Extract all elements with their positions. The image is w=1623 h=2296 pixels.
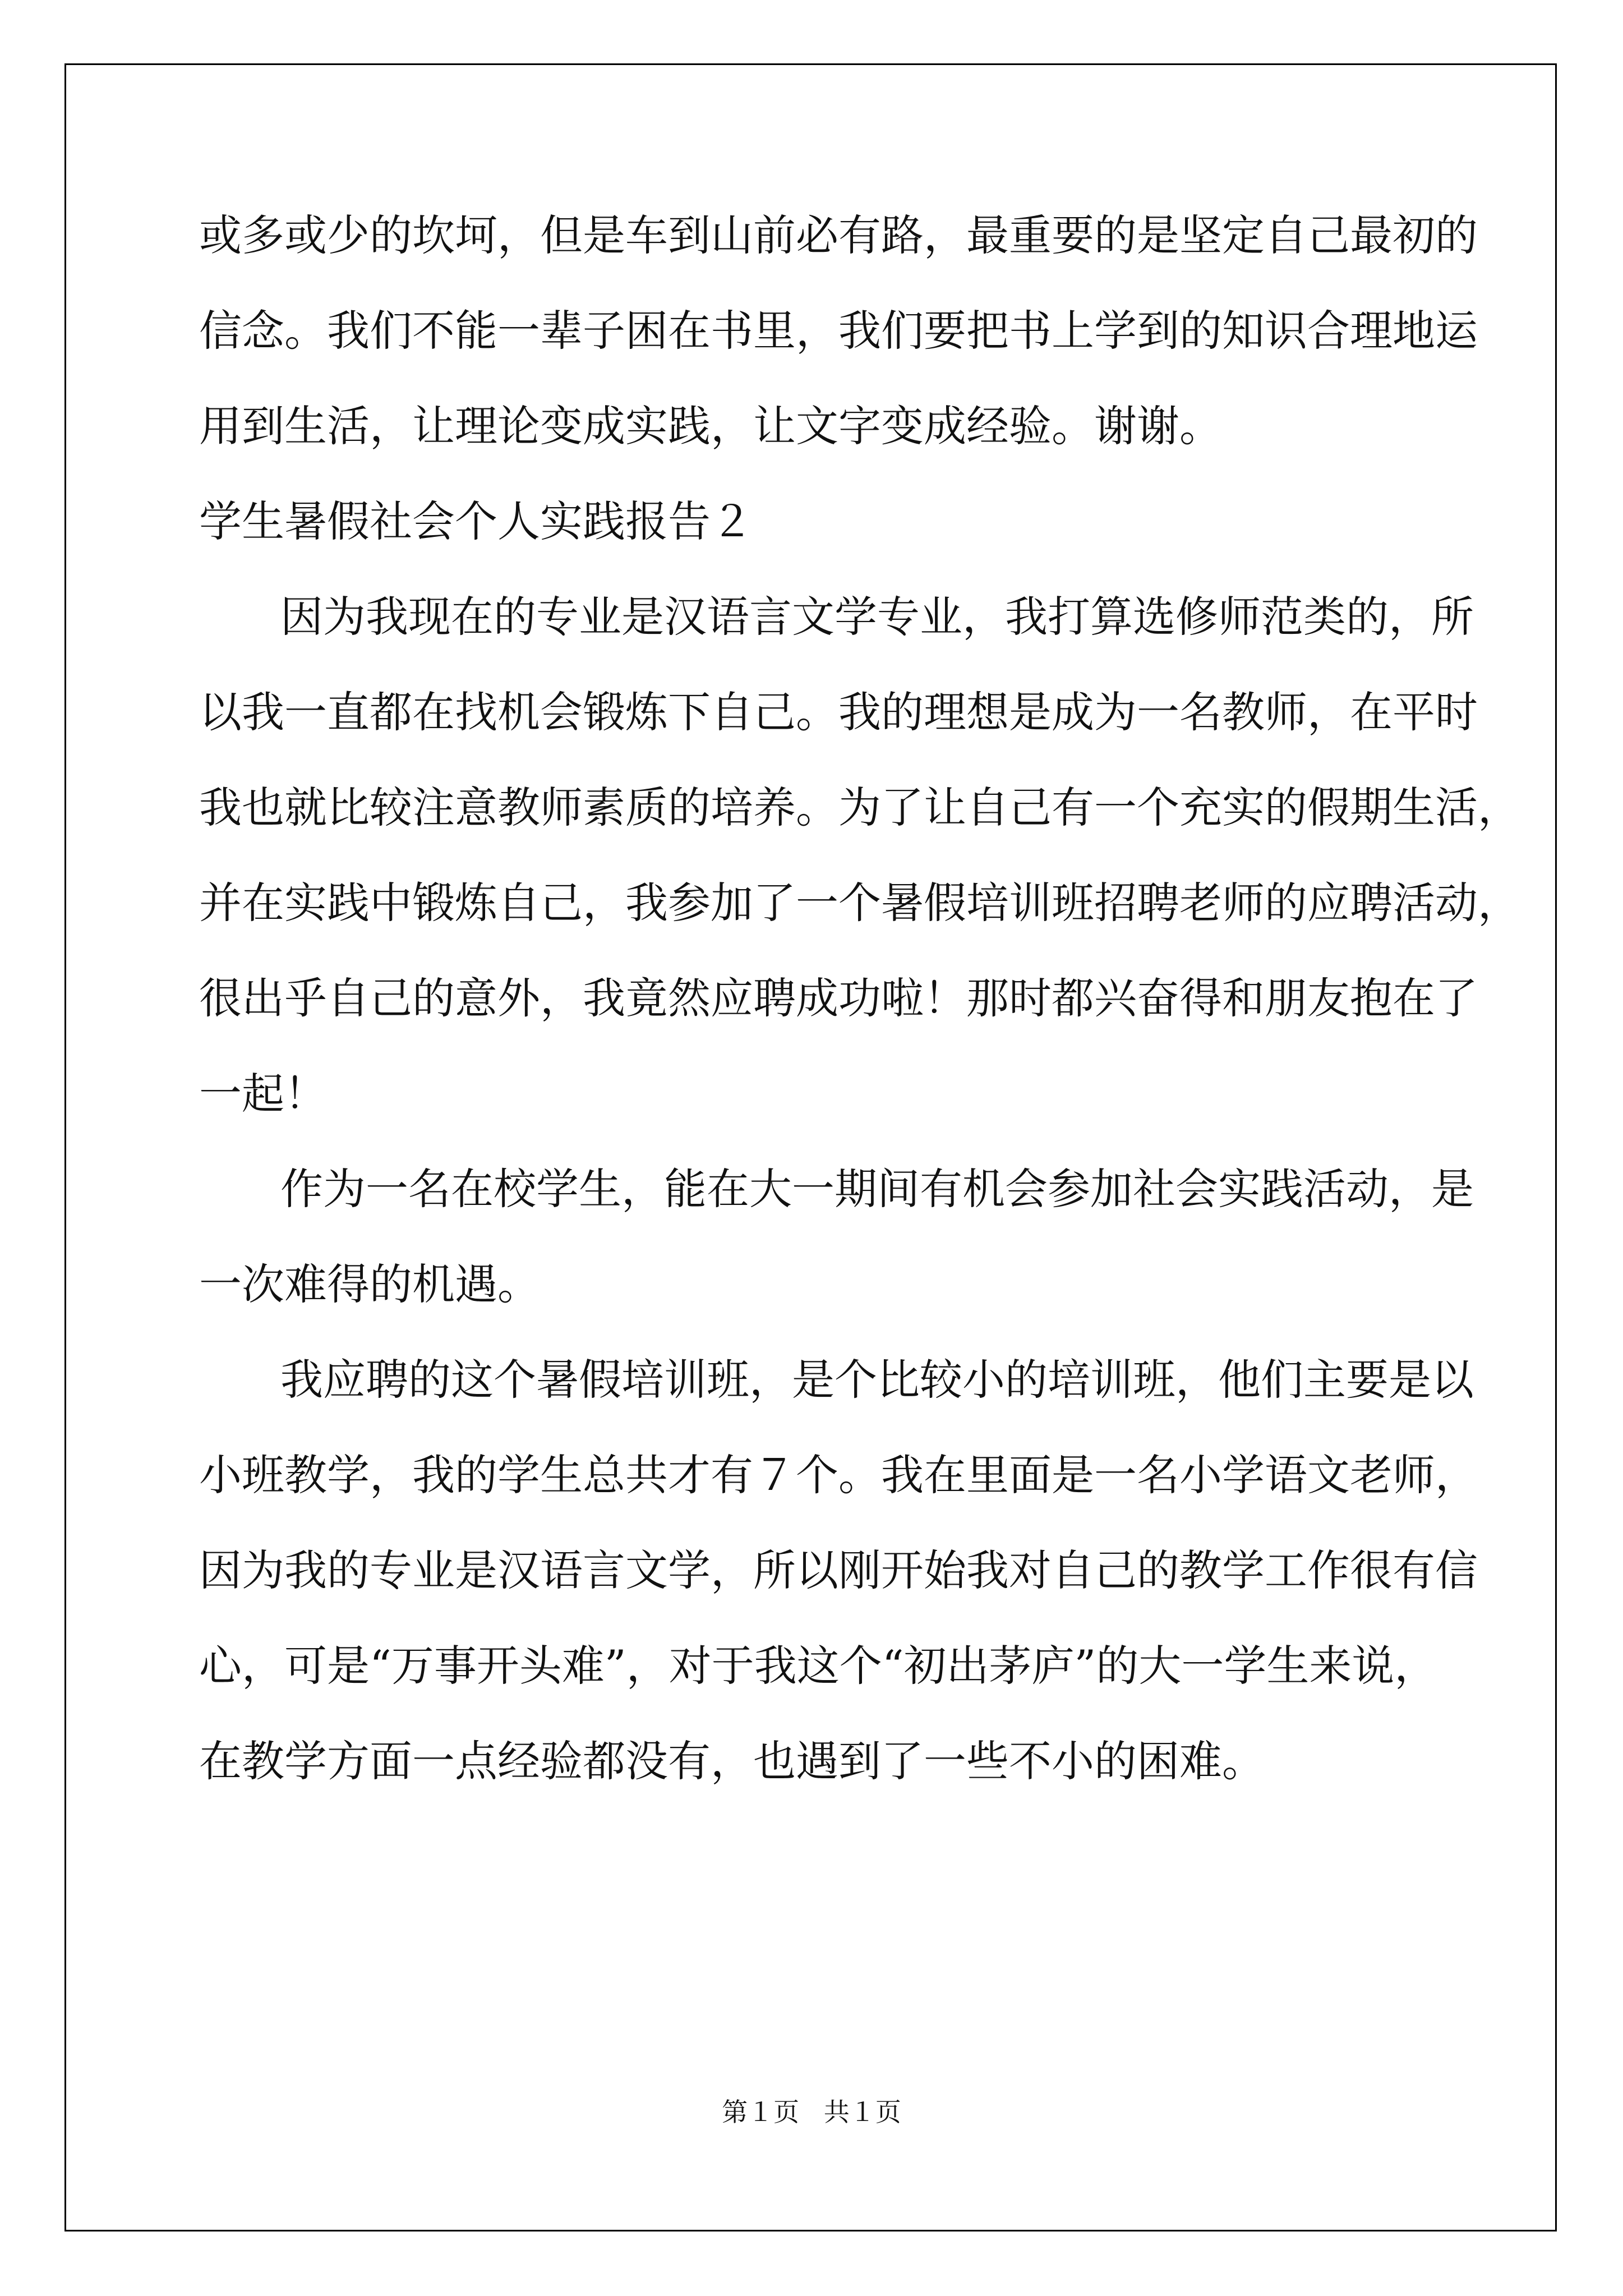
text-line: 在教学方面一点经验都没有，也遇到了一些不小的困难。 (199, 1736, 1265, 1786)
paragraph-start-line: 因为我现在的专业是汉语言文学专业，我打算选修师范类的，所 (280, 592, 1474, 642)
page-number-footer: 第１页 共１页 (722, 2097, 901, 2127)
section-heading: 学生暑假社会个人实践报告２ (199, 496, 753, 546)
text-line: 一次难得的机遇。 (199, 1259, 540, 1309)
text-line: 小班教学，我的学生总共才有７个。我在里面是一名小学语文老师， (199, 1450, 1478, 1500)
text-line: 因为我的专业是汉语言文学，所以刚开始我对自己的教学工作很有信 (199, 1545, 1478, 1595)
text-line: 以我一直都在找机会锻炼下自己。我的理想是成为一名教师，在平时 (199, 687, 1478, 737)
text-line: 我也就比较注意教师素质的培养。为了让自己有一个充实的假期生活， (199, 783, 1520, 832)
text-line: 用到生活，让理论变成实践，让文字变成经验。谢谢。 (199, 401, 1222, 451)
paragraph-start-line: 我应聘的这个暑假培训班，是个比较小的培训班，他们主要是以 (280, 1355, 1474, 1405)
page-border (64, 63, 1557, 2231)
text-line: 并在实践中锻炼自己，我参加了一个暑假培训班招聘老师的应聘活动， (199, 878, 1520, 928)
text-line: 或多或少的坎坷，但是车到山前必有路，最重要的是坚定自己最初的 (199, 210, 1478, 260)
text-line: 信念。我们不能一辈子困在书里，我们要把书上学到的知识合理地运 (199, 306, 1478, 356)
text-line: 一起！ (199, 1069, 327, 1119)
text-line: 心，可是“万事开头难”，对于我这个“初出茅庐”的大一学生来说， (199, 1641, 1437, 1691)
paragraph-start-line: 作为一名在校学生，能在大一期间有机会参加社会实践活动，是 (280, 1164, 1474, 1214)
text-line: 很出乎自己的意外，我竟然应聘成功啦！那时都兴奋得和朋友抱在了 (199, 973, 1478, 1023)
